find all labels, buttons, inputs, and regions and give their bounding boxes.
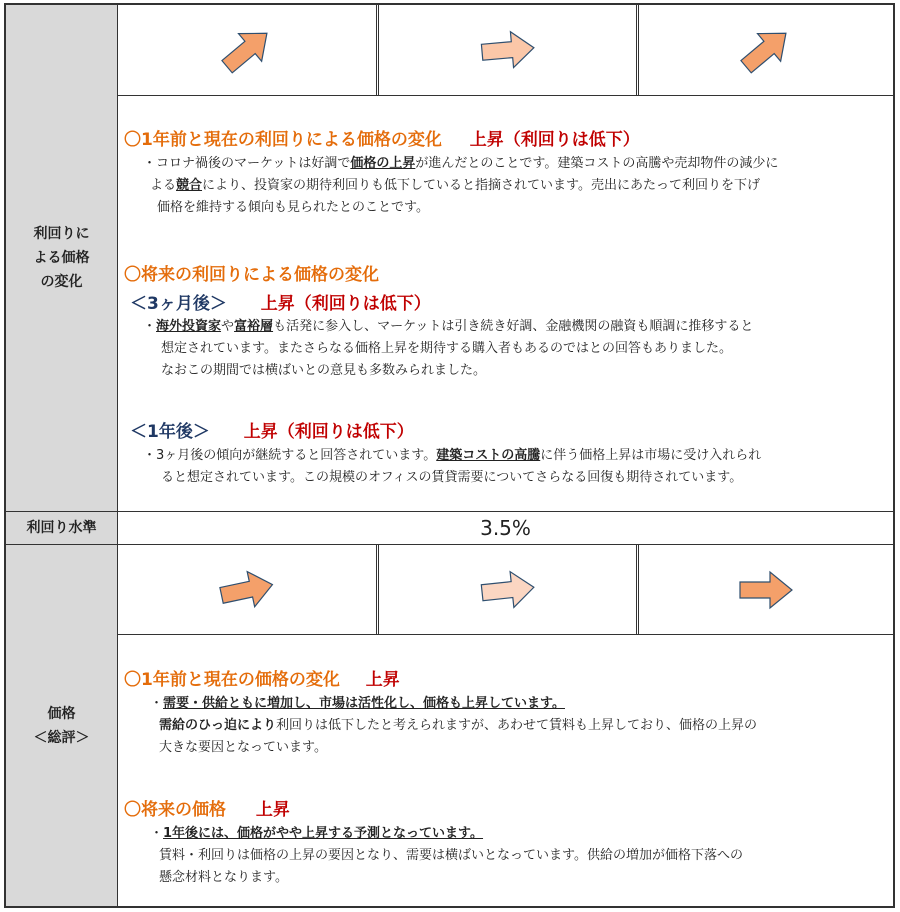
- text-line: 賃料・利回りは価格の上昇の要因となり、需要は横ばいとなっています。供給の増加が価格下落への: [159, 848, 743, 863]
- arrow-cell: [379, 5, 636, 95]
- status-text: 上昇: [255, 800, 290, 820]
- divider: [118, 634, 893, 635]
- arrow-right-icon: [478, 25, 538, 75]
- heading-prefix: 〇1年前と現在の価格の変化: [124, 670, 340, 690]
- text-line: 大きな要因となっています。: [159, 740, 327, 755]
- yield-section-label: [6, 5, 118, 511]
- label-line: よる価格: [33, 250, 90, 266]
- yield-level-value: 3.5%: [480, 516, 531, 540]
- yield-1year-body: [143, 445, 893, 489]
- period-label: ＜1年後＞: [130, 422, 210, 442]
- heading-prefix: 〇1年前と現在の利回りによる価格の変化: [124, 130, 442, 150]
- arrow-cell: [118, 545, 376, 634]
- arrow-cell: [639, 5, 893, 95]
- yield-3month-heading: [130, 289, 431, 314]
- text-line: 想定されています。またさらなる価格上昇を期待する購入者もあるのではとの回答もありました。: [161, 341, 732, 356]
- status-text: 上昇（利回りは低下）: [260, 294, 431, 314]
- arrow-right-icon: [217, 565, 277, 615]
- label-line: 利回りに: [33, 226, 90, 242]
- yield-current-heading: [124, 125, 640, 150]
- text-line: ・3ヶ月後の傾向が継続すると回答されています。建築コストの高騰に伴う価格上昇は市場に受け入れられ: [143, 448, 762, 463]
- report-table: [4, 3, 895, 908]
- yield-current-body: [143, 153, 893, 219]
- label-line: 価格: [47, 705, 76, 722]
- yield-3month-body: [143, 316, 893, 382]
- arrow-cell: [639, 545, 893, 634]
- status-text: 上昇: [365, 670, 400, 690]
- arrow-right-icon: [736, 565, 796, 615]
- arrow-right-icon: [478, 565, 538, 615]
- arrow-up-right-icon: [217, 25, 277, 75]
- text-line: ・コロナ禍後のマーケットは好調で価格の上昇が進んだとのことです。建築コストの高騰や売却物件の減少に: [143, 156, 779, 171]
- text-line: ると想定されています。この規模のオフィスの賃貸需要についてさらなる回復も期待されています。: [161, 470, 743, 485]
- arrow-cell: [118, 5, 376, 95]
- text-line: ・需要・供給ともに増加し、市場は活性化し、価格も上昇しています。: [150, 696, 565, 711]
- yield-future-heading: 〇将来の利回りによる価格の変化: [124, 265, 379, 285]
- text-line: ・1年後には、価格がやや上昇する予測となっています。: [150, 826, 484, 841]
- period-label: ＜3ヶ月後＞: [130, 294, 227, 314]
- price-future-heading: [124, 795, 290, 820]
- heading-prefix: 〇将来の価格: [124, 800, 226, 820]
- text-line: よる競合により、投資家の期待利回りも低下していると指摘されています。売出にあたって利回りを下げ: [150, 178, 760, 193]
- price-section-label: [6, 545, 118, 906]
- price-current-heading: [124, 665, 400, 690]
- price-current-body: [150, 693, 890, 759]
- status-text: 上昇（利回りは低下）: [243, 422, 414, 442]
- text-line: ・海外投資家や富裕層も活発に参入し、マーケットは引き続き好調、金融機関の融資も順調に推移すると: [143, 319, 754, 334]
- price-future-body: [150, 823, 890, 889]
- label-line: ＜総評＞: [33, 729, 90, 746]
- yield-level-label: 利回り水準: [6, 512, 118, 544]
- label-line: の変化: [40, 274, 83, 290]
- arrow-up-right-icon: [736, 25, 796, 75]
- arrow-cell: [379, 545, 636, 634]
- text-line: 価格を維持する傾向も見られたとのことです。: [157, 200, 429, 215]
- text-line: なおこの期間では横ばいとの意見も多数みられました。: [161, 363, 487, 378]
- yield-1year-heading: [130, 417, 414, 442]
- divider: [118, 95, 893, 96]
- status-text: 上昇（利回りは低下）: [469, 130, 640, 150]
- text-line: 懸念材料となります。: [159, 870, 288, 885]
- text-line: 需給のひっ迫により利回りは低下したと考えられますが、あわせて賃料も上昇しており、価格の上昇の: [159, 718, 758, 733]
